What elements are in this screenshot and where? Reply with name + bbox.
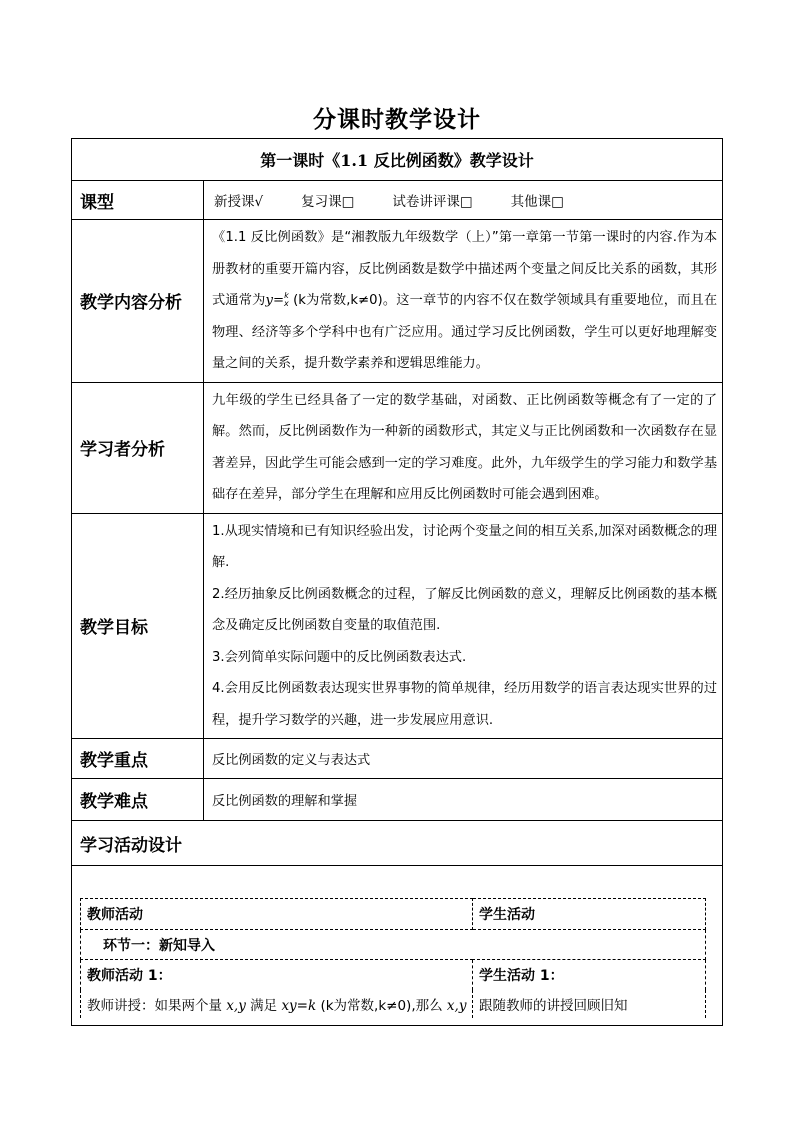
teacher-activity-header: 教师活动 <box>81 899 473 930</box>
goals-label: 教学目标 <box>72 513 204 739</box>
var-xy-2: x,y <box>446 997 467 1014</box>
formula-denominator: x <box>284 299 289 308</box>
lesson-title-row <box>72 139 723 181</box>
difficulty-row <box>72 779 723 821</box>
teacher-text-a: 教师讲授：如果两个量 <box>87 997 227 1014</box>
student-activity-1-text: 跟随教师的讲授回顾旧知 <box>473 990 706 1018</box>
student-activity-1-title: 学生活动 1： <box>473 960 706 990</box>
difficulty-label: 教学难点 <box>72 779 204 821</box>
activity-content <box>72 866 723 1026</box>
content-analysis-text-b: 。这一章节的内容不仅在数学领域具有重要地位，而且在物理、经济等多个学科中也有广泛应用。通过学习反比例函数，学生可以更好地理解变量之间的关系，提升数学素养和逻辑思维能力。 <box>212 293 718 371</box>
teacher-text-c: (k为常数,k≠0),那么 <box>316 997 447 1014</box>
formula-numerator: k <box>284 291 289 300</box>
course-type-label: 课型 <box>72 181 204 220</box>
formula-y: y= <box>265 293 285 308</box>
course-type-row <box>72 181 723 220</box>
option-other-lesson: 其他课□ <box>510 194 564 210</box>
student-activity-header: 学生活动 <box>473 899 706 930</box>
difficulty-text: 反比例函数的理解和掌握 <box>204 779 723 821</box>
activity-table <box>80 898 706 1018</box>
step-one-title: 环节一：新知导入 <box>81 930 706 960</box>
option-exam-review-lesson: 试卷讲评课□ <box>392 194 473 210</box>
goal-item: 2.经历抽象反比例函数概念的过程，了解反比例函数的意义，理解反比例函数的基本概念及确定反比例函数自变量的取值范围. <box>212 586 718 633</box>
activity-content-row <box>72 866 723 1026</box>
content-analysis-text <box>204 220 723 383</box>
teacher-text-b: 满足 <box>245 997 282 1014</box>
lesson-plan-table <box>71 138 723 1026</box>
content-analysis-text-a: 《1.1 反比例函数》是“湘教版九年级数学（上）”第一章第一节第一课时的内容.作为本册教材的重要开篇内容，反比例函数是数学中描述两个变量之间反比关系的函数，其形式通常为 <box>212 230 718 308</box>
formula-xyk: xy=k <box>281 997 317 1014</box>
key-point-label: 教学重点 <box>72 739 204 779</box>
learner-analysis-label: 学习者分析 <box>72 382 204 513</box>
formula-condition: (k为常数,k≠0) <box>288 293 383 308</box>
goals-list <box>204 513 723 739</box>
course-type-options <box>204 181 723 220</box>
goal-item: 3.会列简单实际问题中的反比例函数表达式. <box>212 649 467 665</box>
option-new-lesson: 新授课√ <box>214 194 264 210</box>
lesson-title: 第一课时《1.1 反比例函数》教学设计 <box>72 139 723 181</box>
learner-analysis-text: 九年级的学生已经具备了一定的数学基础，对函数、正比例函数等概念有了一定的了解。然而，反比例函数作为一种新的函数形式，其定义与正比例函数和一次函数存在显著差异，因此学生可能会感到一定的学习难度。此外，九年级学生的学习能力和数学基础存在差异，部分学生在理解和应用反比例函数时可能会遇到困难。 <box>204 382 723 513</box>
activity-design-label: 学习活动设计 <box>72 821 723 866</box>
option-review-lesson: 复习课□ <box>301 194 355 210</box>
teacher-activity-1-text <box>81 990 473 1018</box>
content-analysis-row <box>72 220 723 383</box>
teacher-activity-1-title: 教师活动 1： <box>81 960 473 990</box>
var-xy: x,y <box>226 997 246 1014</box>
goal-item: 4.会用反比例函数表达现实世界事物的简单规律，经历用数学的语言表达现实世界的过程，提升学习数学的兴趣，进一步发展应用意识. <box>212 681 718 728</box>
document-title: 分课时教学设计 <box>313 106 481 133</box>
activity-design-row <box>72 821 723 866</box>
goal-item: 1.从现实情境和已有知识经验出发，讨论两个变量之间的相互关系,加深对函数概念的理解. <box>212 523 718 570</box>
content-analysis-label: 教学内容分析 <box>72 220 204 383</box>
key-point-text: 反比例函数的定义与表达式 <box>204 739 723 779</box>
key-point-row <box>72 739 723 779</box>
goals-row <box>72 513 723 739</box>
learner-analysis-row <box>72 382 723 513</box>
